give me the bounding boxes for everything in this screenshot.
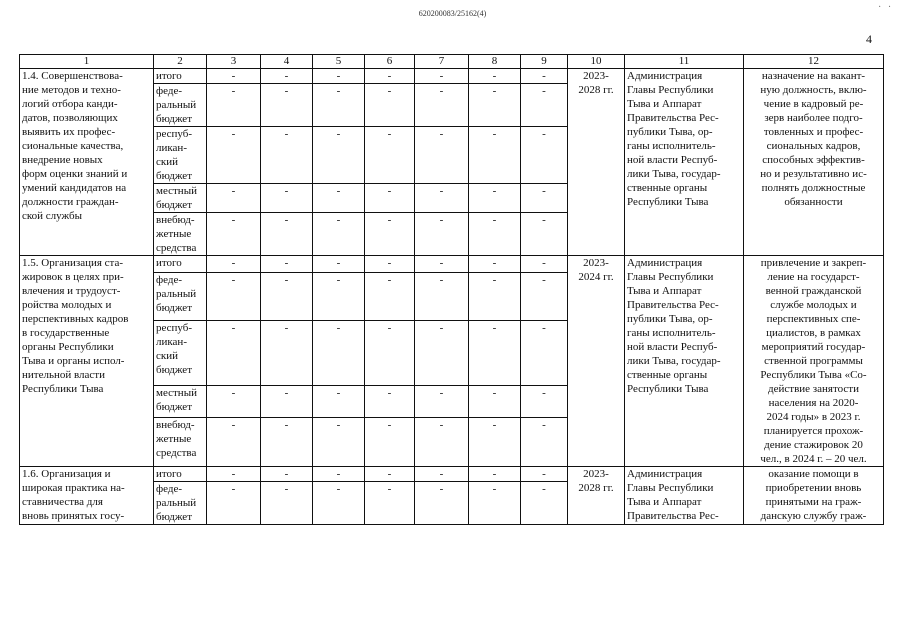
amount-cell: -	[469, 321, 521, 385]
amount-cell: -	[365, 69, 415, 84]
amount-cell: -	[207, 69, 261, 84]
implementation-term: 2023- 2028 гг.	[568, 69, 625, 256]
amount-cell: -	[313, 184, 365, 213]
amount-cell: -	[365, 84, 415, 127]
amount-cell: -	[521, 84, 568, 127]
amount-cell: -	[415, 256, 469, 273]
amount-cell: -	[313, 321, 365, 385]
amount-cell: -	[521, 321, 568, 385]
amount-cell: -	[521, 418, 568, 467]
table-row	[20, 467, 884, 482]
amount-cell: -	[521, 184, 568, 213]
amount-cell: -	[469, 84, 521, 127]
column-header-3: 3	[207, 55, 261, 69]
amount-cell: -	[261, 213, 313, 256]
amount-cell: -	[365, 127, 415, 184]
amount-cell: -	[313, 385, 365, 418]
amount-cell: -	[365, 482, 415, 525]
amount-cell: -	[313, 272, 365, 321]
funding-source: итого	[154, 69, 207, 84]
amount-cell: -	[415, 385, 469, 418]
amount-cell: -	[521, 385, 568, 418]
amount-cell: -	[415, 69, 469, 84]
amount-cell: -	[261, 385, 313, 418]
amount-cell: -	[207, 321, 261, 385]
measure-name: 1.6. Организация и широкая практика на- ставничества для вновь принятых госу-	[20, 467, 154, 525]
amount-cell: -	[207, 482, 261, 525]
column-header-6: 6	[365, 55, 415, 69]
amount-cell: -	[365, 213, 415, 256]
table-body	[20, 55, 884, 525]
responsible-executor: Администрация Главы Республики Тыва и Аппарат Правительства Рес- публики Тыва, ор- ганы исполнитель- ной власти Респуб- лики Тыва, государ- ственные органы Республики Тыва	[625, 69, 744, 256]
column-header-8: 8	[469, 55, 521, 69]
column-header-5: 5	[313, 55, 365, 69]
amount-cell: -	[207, 385, 261, 418]
amount-cell: -	[365, 418, 415, 467]
amount-cell: -	[469, 256, 521, 273]
amount-cell: -	[261, 256, 313, 273]
amount-cell: -	[261, 321, 313, 385]
amount-cell: -	[207, 418, 261, 467]
amount-cell: -	[415, 321, 469, 385]
amount-cell: -	[415, 84, 469, 127]
implementation-term: 2023- 2024 гг.	[568, 256, 625, 467]
amount-cell: -	[521, 272, 568, 321]
amount-cell: -	[207, 127, 261, 184]
amount-cell: -	[521, 127, 568, 184]
amount-cell: -	[313, 84, 365, 127]
funding-source: итого	[154, 256, 207, 273]
funding-source: феде- ральный бюджет	[154, 84, 207, 127]
amount-cell: -	[469, 418, 521, 467]
amount-cell: -	[469, 213, 521, 256]
amount-cell: -	[313, 467, 365, 482]
amount-cell: -	[261, 467, 313, 482]
amount-cell: -	[207, 84, 261, 127]
funding-source: местный бюджет	[154, 184, 207, 213]
amount-cell: -	[415, 467, 469, 482]
expected-result: привлечение и закреп- ление на государст- венной гражданской службе молодых и перспективных спе- циалистов, в рамках мероприятий государ- ственной программы Республики Тыва «Со- действие занятости населения на 2020- 2024 годы» в 2023 г. планируется прохож- дение стажировок 20 чел., в 2024 г. – 20 чел.	[744, 256, 884, 467]
amount-cell: -	[469, 385, 521, 418]
column-header-9: 9	[521, 55, 568, 69]
column-header-12: 12	[744, 55, 884, 69]
amount-cell: -	[313, 69, 365, 84]
amount-cell: -	[415, 127, 469, 184]
funding-source: респуб- ликан- ский бюджет	[154, 321, 207, 385]
amount-cell: -	[365, 467, 415, 482]
amount-cell: -	[261, 184, 313, 213]
document-id: 620200083/25162(4)	[418, 9, 487, 18]
amount-cell: -	[415, 213, 469, 256]
amount-cell: -	[365, 272, 415, 321]
amount-cell: -	[415, 272, 469, 321]
amount-cell: -	[415, 482, 469, 525]
funding-source: внебюд- жетные средства	[154, 213, 207, 256]
responsible-executor: Администрация Главы Республики Тыва и Аппарат Правительства Рес-	[625, 467, 744, 525]
funding-source: внебюд- жетные средства	[154, 418, 207, 467]
column-header-10: 10	[568, 55, 625, 69]
amount-cell: -	[261, 418, 313, 467]
funding-source: итого	[154, 467, 207, 482]
amount-cell: -	[207, 467, 261, 482]
amount-cell: -	[521, 256, 568, 273]
amount-cell: -	[261, 84, 313, 127]
column-header-2: 2	[154, 55, 207, 69]
amount-cell: -	[415, 184, 469, 213]
column-header-11: 11	[625, 55, 744, 69]
amount-cell: -	[469, 272, 521, 321]
amount-cell: -	[207, 184, 261, 213]
amount-cell: -	[521, 467, 568, 482]
column-header-1: 1	[20, 55, 154, 69]
funding-source: респуб- ликан- ский бюджет	[154, 127, 207, 184]
amount-cell: -	[313, 127, 365, 184]
amount-cell: -	[207, 272, 261, 321]
amount-cell: -	[521, 482, 568, 525]
column-header-7: 7	[415, 55, 469, 69]
table-row	[20, 256, 884, 273]
amount-cell: -	[469, 184, 521, 213]
amount-cell: -	[261, 272, 313, 321]
amount-cell: -	[521, 213, 568, 256]
amount-cell: -	[469, 467, 521, 482]
amount-cell: -	[313, 256, 365, 273]
table-row	[20, 69, 884, 84]
amount-cell: -	[261, 69, 313, 84]
responsible-executor: Администрация Главы Республики Тыва и Аппарат Правительства Рес- публики Тыва, ор- ганы исполнитель- ной власти Респуб- лики Тыва, государ- ственные органы Республики Тыва	[625, 256, 744, 467]
expected-result: оказание помощи в приобретении вновь принятыми на граж- данскую службу граж-	[744, 467, 884, 525]
amount-cell: -	[313, 418, 365, 467]
measure-name: 1.5. Организация ста- жировок в целях при- влечения и трудоуст- ройства молодых и перспективных кадров в государственные органы Республики Тыва и органы испол- нительной власти Республики Тыва	[20, 256, 154, 467]
amount-cell: -	[207, 213, 261, 256]
amount-cell: -	[365, 256, 415, 273]
column-header-row	[20, 55, 884, 69]
funding-source: феде- ральный бюджет	[154, 482, 207, 525]
amount-cell: -	[207, 256, 261, 273]
column-header-4: 4	[261, 55, 313, 69]
amount-cell: -	[365, 321, 415, 385]
amount-cell: -	[469, 69, 521, 84]
measure-name: 1.4. Совершенствова- ние методов и техно- логий отбора канди- датов, позволяющих выявить их профес- сиональные качества, внедрение новых форм оценки знаний и умений кандидатов на должности граждан- ской службы	[20, 69, 154, 256]
amount-cell: -	[469, 482, 521, 525]
amount-cell: -	[415, 418, 469, 467]
program-table	[19, 54, 884, 525]
amount-cell: -	[365, 184, 415, 213]
funding-source: феде- ральный бюджет	[154, 272, 207, 321]
amount-cell: -	[313, 213, 365, 256]
implementation-term: 2023- 2028 гг.	[568, 467, 625, 525]
page-number: 4	[866, 32, 872, 46]
funding-source: местный бюджет	[154, 385, 207, 418]
amount-cell: -	[261, 127, 313, 184]
amount-cell: -	[313, 482, 365, 525]
amount-cell: -	[521, 69, 568, 84]
scan-corner-mark: · ·	[878, 2, 894, 13]
amount-cell: -	[365, 385, 415, 418]
expected-result: назначение на вакант- ную должность, вклю- чение в кадровый ре- зерв наиболее подго- товленных и профес- сиональных кадров, способных эффектив- но и результативно ис- полнять должностные обязанности	[744, 69, 884, 256]
amount-cell: -	[469, 127, 521, 184]
amount-cell: -	[261, 482, 313, 525]
